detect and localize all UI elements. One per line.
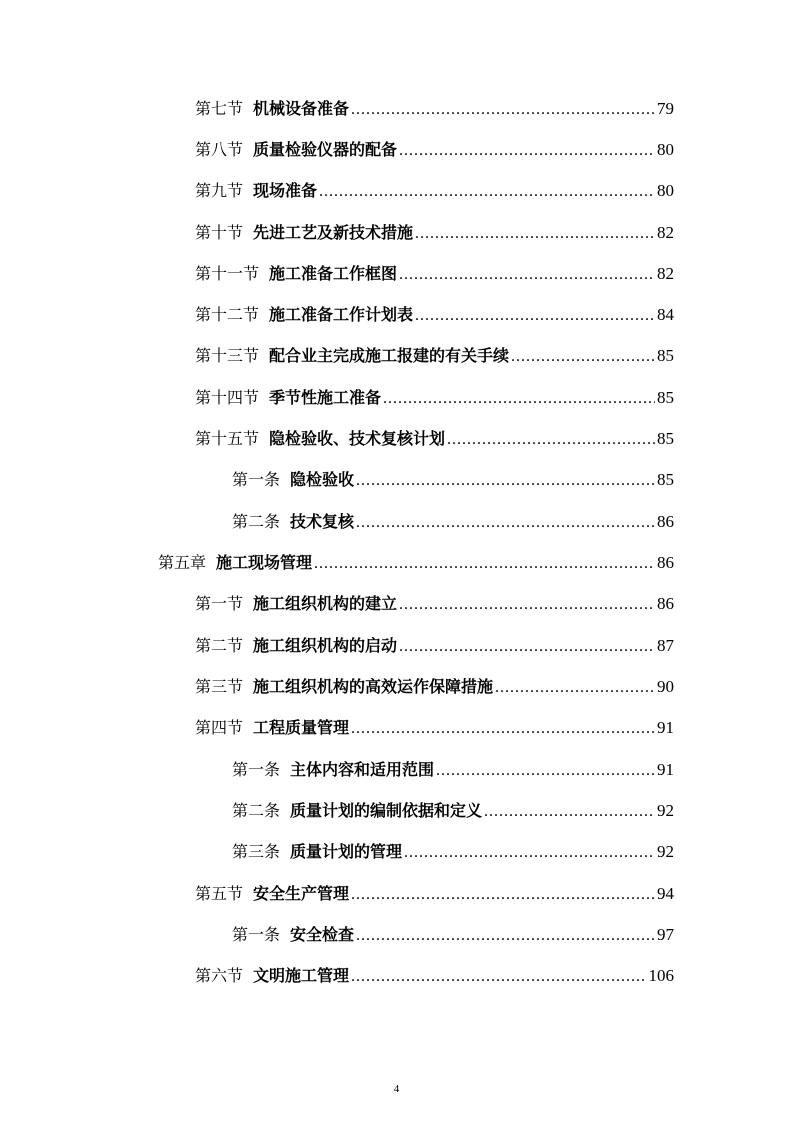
toc-entry-title: 隐检验收 xyxy=(290,470,355,489)
toc-entry-label: 第六节 xyxy=(195,966,244,985)
toc-entry[interactable] xyxy=(195,418,674,459)
toc-dot-leader xyxy=(399,254,655,295)
toc-entry[interactable] xyxy=(195,129,674,170)
toc-entry-label: 第三节 xyxy=(195,677,244,696)
toc-entry-title: 配合业主完成施工报建的有关手续 xyxy=(269,346,510,365)
toc-entry-label: 第十一节 xyxy=(195,264,260,283)
toc-dot-leader xyxy=(351,708,655,749)
toc-entry-title: 机械设备准备 xyxy=(253,99,350,118)
toc-entry[interactable] xyxy=(232,501,674,542)
toc-entry-label: 第十三节 xyxy=(195,346,260,365)
toc-entry-page: 80 xyxy=(657,140,674,159)
toc-entry-label: 第五节 xyxy=(195,884,244,903)
toc-dot-leader xyxy=(356,915,655,956)
toc-dot-leader xyxy=(484,791,655,832)
toc-entry-page: 87 xyxy=(657,636,674,655)
toc-entry-title: 施工组织机构的建立 xyxy=(253,594,398,613)
toc-entry-title: 安全生产管理 xyxy=(253,884,350,903)
toc-entry-title: 季节性施工准备 xyxy=(269,388,382,407)
toc-entry[interactable] xyxy=(195,707,674,748)
toc-entry[interactable] xyxy=(195,377,674,418)
toc-dot-leader xyxy=(319,171,655,212)
toc-entry-page: 85 xyxy=(657,429,674,448)
toc-dot-leader xyxy=(436,750,655,791)
toc-entry-title: 文明施工管理 xyxy=(253,966,350,985)
toc-entry-page: 85 xyxy=(657,388,674,407)
toc-entry[interactable] xyxy=(195,955,674,996)
toc-entry-label: 第二节 xyxy=(195,636,244,655)
toc-entry-label: 第七节 xyxy=(195,99,244,118)
toc-entry-label: 第八节 xyxy=(195,140,244,159)
toc-entry[interactable] xyxy=(195,170,674,211)
toc-entry[interactable] xyxy=(195,335,674,376)
toc-entry[interactable] xyxy=(195,666,674,707)
toc-entry-title: 主体内容和适用范围 xyxy=(290,760,435,779)
toc-entry-page: 82 xyxy=(657,264,674,283)
toc-entry[interactable] xyxy=(195,212,674,253)
toc-entry-page: 90 xyxy=(657,677,674,696)
toc-entry-label: 第五章 xyxy=(158,553,207,572)
toc-dot-leader xyxy=(356,502,655,543)
toc-entry-page: 86 xyxy=(657,594,674,613)
toc-dot-leader xyxy=(351,956,646,997)
toc-entry-page: 92 xyxy=(657,801,674,820)
toc-entry[interactable] xyxy=(195,873,674,914)
toc-entry-page: 80 xyxy=(657,181,674,200)
toc-entry-label: 第一条 xyxy=(232,760,281,779)
toc-dot-leader xyxy=(399,584,655,625)
toc-entry[interactable] xyxy=(232,459,674,500)
toc-dot-leader xyxy=(415,295,655,336)
toc-entry-page: 94 xyxy=(657,884,674,903)
toc-entry-title: 先进工艺及新技术措施 xyxy=(253,223,414,242)
toc-entry-page: 86 xyxy=(657,512,674,531)
toc-dot-leader xyxy=(404,832,655,873)
toc-entry-page: 85 xyxy=(657,470,674,489)
toc-entry-page: 82 xyxy=(657,223,674,242)
toc-entry-title: 工程质量管理 xyxy=(253,718,350,737)
toc-entry[interactable] xyxy=(232,831,674,872)
toc-entry-label: 第十二节 xyxy=(195,305,260,324)
toc-dot-leader xyxy=(351,874,655,915)
toc-entry[interactable] xyxy=(195,253,674,294)
toc-dot-leader xyxy=(511,336,655,377)
toc-entry-label: 第一条 xyxy=(232,470,281,489)
toc-entry-title: 质量计划的管理 xyxy=(290,842,403,861)
toc-entry-title: 施工组织机构的启动 xyxy=(253,636,398,655)
toc-entry[interactable] xyxy=(195,583,674,624)
toc-entry-title: 质量检验仪器的配备 xyxy=(253,140,398,159)
toc-entry-title: 现场准备 xyxy=(253,181,318,200)
toc-entry-title: 技术复核 xyxy=(290,512,355,531)
toc-entry-page: 86 xyxy=(657,553,674,572)
toc-dot-leader xyxy=(399,130,655,171)
toc-entry-label: 第十四节 xyxy=(195,388,260,407)
toc-entry-page: 85 xyxy=(657,346,674,365)
toc-dot-leader xyxy=(447,419,655,460)
toc-entry-page: 91 xyxy=(657,718,674,737)
toc-entry-title: 安全检查 xyxy=(290,925,355,944)
toc-dot-leader xyxy=(356,460,655,501)
toc-entry[interactable] xyxy=(232,790,674,831)
toc-entry-title: 施工组织机构的高效运作保障措施 xyxy=(253,677,494,696)
toc-dot-leader xyxy=(383,378,655,419)
toc-entry-title: 施工准备工作计划表 xyxy=(269,305,414,324)
toc-entry-label: 第十五节 xyxy=(195,429,260,448)
toc-dot-leader xyxy=(351,89,655,130)
toc-dot-leader xyxy=(314,543,655,584)
toc-entry[interactable] xyxy=(158,542,674,583)
toc-entry-page: 106 xyxy=(648,966,674,985)
toc-entry[interactable] xyxy=(195,88,674,129)
toc-entry-label: 第二条 xyxy=(232,801,281,820)
toc-entry[interactable] xyxy=(232,749,674,790)
toc-entry-label: 第二条 xyxy=(232,512,281,531)
toc-entry-page: 79 xyxy=(657,99,674,118)
toc-entry-title: 质量计划的编制依据和定义 xyxy=(290,801,483,820)
toc-entry-page: 92 xyxy=(657,842,674,861)
toc-entry-title: 施工现场管理 xyxy=(216,553,313,572)
toc-dot-leader xyxy=(399,626,655,667)
toc-entry-page: 84 xyxy=(657,305,674,324)
toc-entry[interactable] xyxy=(232,914,674,955)
toc-entry-title: 施工准备工作框图 xyxy=(269,264,398,283)
toc-entry-page: 97 xyxy=(657,925,674,944)
toc-entry-label: 第九节 xyxy=(195,181,244,200)
toc-entry-label: 第三条 xyxy=(232,842,281,861)
toc-entry-page: 91 xyxy=(657,760,674,779)
toc-entry-title: 隐检验收、技术复核计划 xyxy=(269,429,446,448)
toc-entry-label: 第一节 xyxy=(195,594,244,613)
toc-entry-label: 第一条 xyxy=(232,925,281,944)
toc-entry[interactable] xyxy=(195,625,674,666)
toc-entry-label: 第十节 xyxy=(195,223,244,242)
toc-entry-label: 第四节 xyxy=(195,718,244,737)
toc-dot-leader xyxy=(495,667,655,708)
toc-dot-leader xyxy=(415,213,655,254)
page-number: 4 xyxy=(393,1083,400,1095)
toc-entry[interactable] xyxy=(195,294,674,335)
